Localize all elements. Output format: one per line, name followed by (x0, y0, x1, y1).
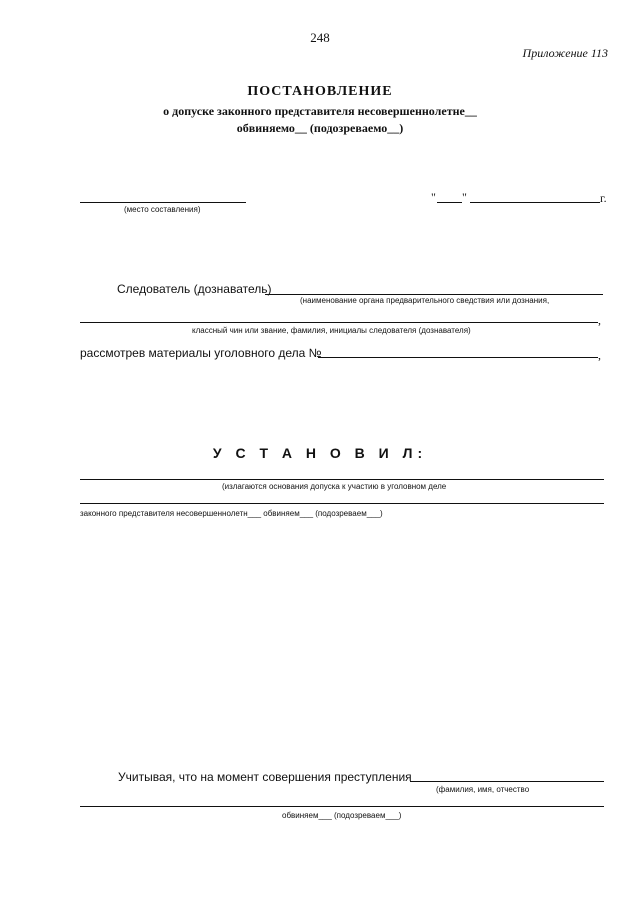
established-caption1: (излагаются основания допуска к участию в уголовном деле (222, 482, 447, 491)
considering-label: Учитывая, что на момент совершения преступления (118, 770, 412, 784)
case-number-field-line[interactable] (318, 357, 598, 358)
considering-field-line2[interactable] (80, 806, 604, 807)
date-month-field-line[interactable] (470, 202, 600, 203)
date-quote-close: " (462, 190, 467, 204)
appendix-label: Приложение 113 (522, 46, 608, 60)
case-comma: , (598, 348, 601, 362)
investigator-caption1: (наименование органа предварительного сведствия или дознания, (300, 296, 550, 305)
place-caption: (место составления) (124, 205, 201, 214)
place-field-line[interactable] (80, 202, 246, 203)
document-subtitle-line1: о допуске законного представителя несовершеннолетне__ (163, 104, 477, 118)
date-quote-open: " (431, 190, 436, 204)
established-field-line2[interactable] (80, 503, 604, 504)
document-subtitle-line2: обвиняемо__ (подозреваемо__) (236, 121, 404, 135)
investigator-caption2: классный чин или звание, фамилия, инициалы следователя (дознавателя) (192, 326, 471, 335)
investigator-field-line1[interactable] (265, 294, 603, 295)
established-heading: У С Т А Н О В И Л: (212, 445, 428, 461)
investigator-label: Следователь (дознаватель) (117, 282, 272, 296)
page-number: 248 (310, 30, 330, 45)
investigator-comma: , (598, 313, 601, 327)
investigator-field-line2[interactable] (80, 322, 598, 323)
considering-caption1: (фамилия, имя, отчество (436, 785, 530, 794)
date-year-suffix: г. (600, 191, 607, 205)
established-caption2: законного представителя несовершеннолетн___ обвиняем___ (подозреваем___) (80, 509, 383, 518)
date-day-field-line[interactable] (437, 202, 462, 203)
considering-field-line1[interactable] (410, 781, 604, 782)
established-field-line1[interactable] (80, 479, 604, 480)
considering-caption2: обвиняем___ (подозреваем___) (282, 811, 402, 820)
case-label: рассмотрев материалы уголовного дела № (80, 346, 322, 360)
document-title: ПОСТАНОВЛЕНИЕ (247, 84, 393, 99)
